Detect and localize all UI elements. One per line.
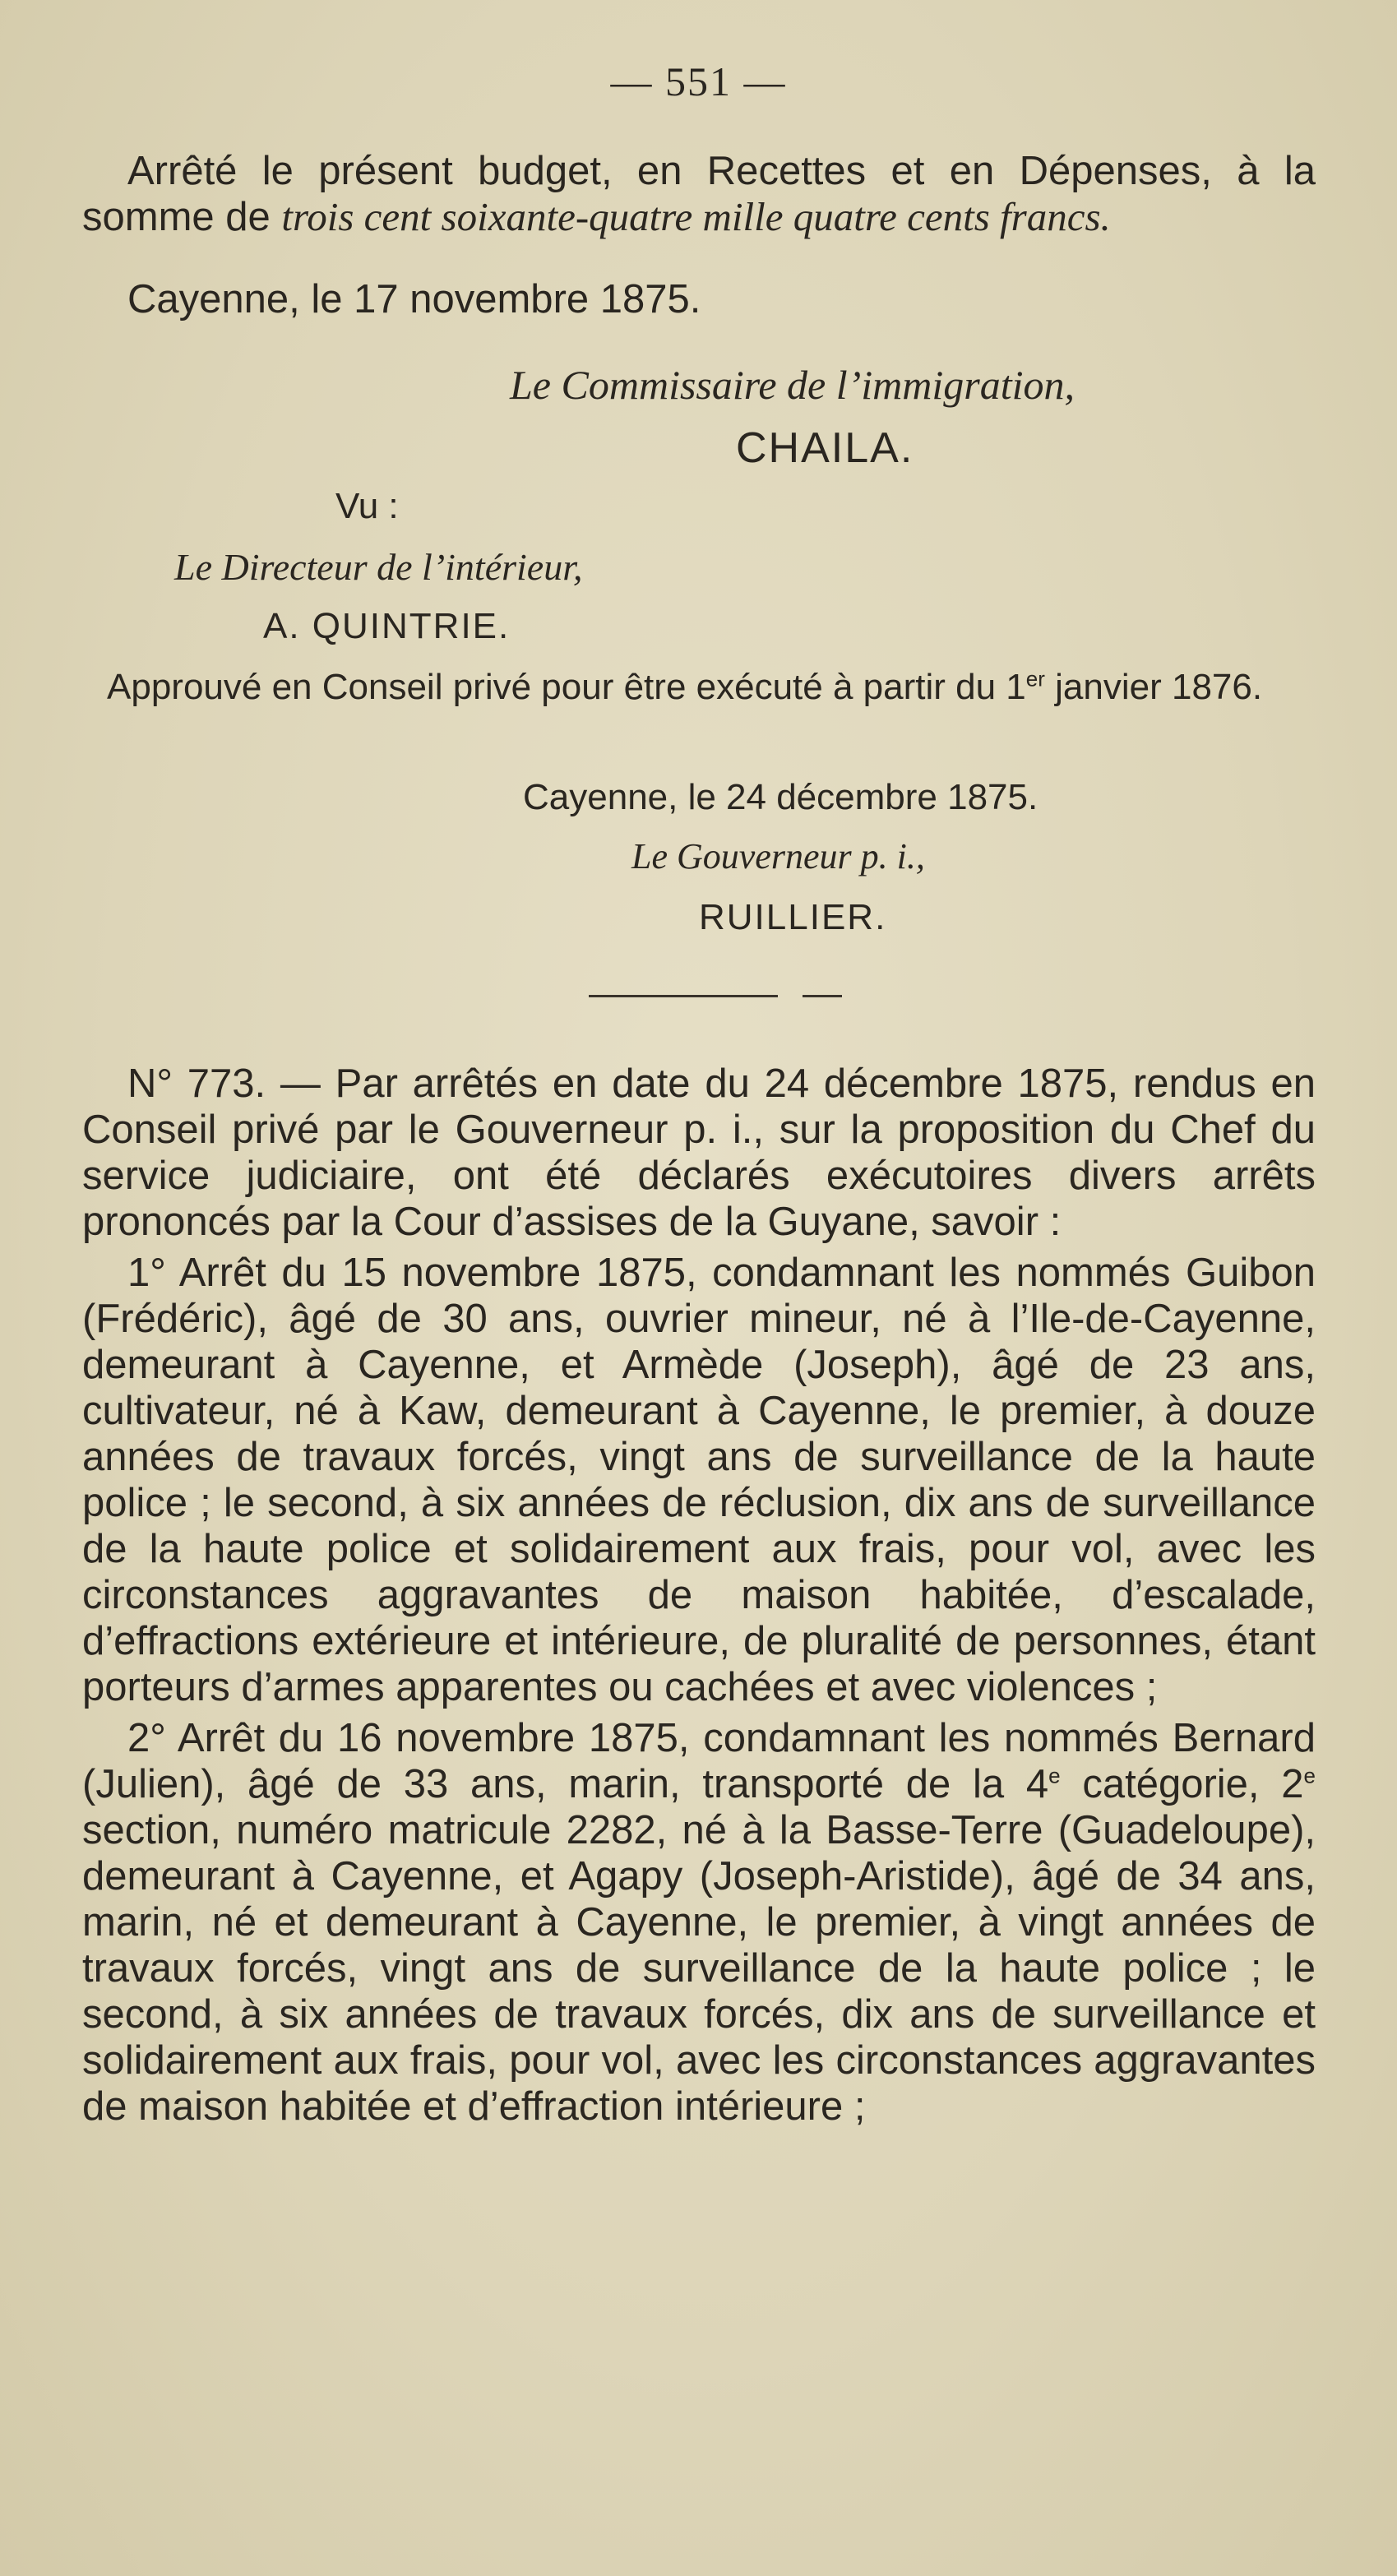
budget-amount: trois cent soixante-quatre mille quatre cents francs. — [281, 194, 1111, 239]
budget-approval — [82, 148, 1316, 240]
place-date-2: Cayenne, le 24 décembre 1875. — [523, 777, 1038, 817]
decree-item-2: 2° Arrêt du 16 novembre 1875, condamnant les nommés Bernard (Julien), âgé de 33 ans, marin, transporté de la 4e catégorie, 2e section, numéro matricule 2282, né à la Basse-Terre (Guadeloupe), demeurant à Cayenne, et Agapy (Joseph-Aristide), âgé de 34 ans, marin, né et demeurant à Cayenne, le premier, à vingt années de travaux forcés, vingt ans de surveillance de la haute police ; le second, à six années de travaux forcés, dix ans de surveillance et solidairement aux frais, pour vol, avec les circonstances aggravantes de maison habitée et d’effraction intérieure ; — [82, 1716, 1316, 2129]
seen-name: A. QUINTRIE. — [263, 606, 511, 646]
budget-approval-text: Arrêté le présent budget, en Recettes et en Dépenses, à la somme de trois cent soixante-quatre mille quatre cents francs. — [82, 149, 1316, 239]
decree-body — [82, 1061, 1316, 2130]
approval-block — [82, 668, 1316, 707]
place-date-1: Cayenne, le 17 novembre 1875. — [127, 277, 701, 321]
signatory-2-name: RUILLIER. — [699, 897, 887, 937]
approval-text: Approuvé en Conseil privé pour être exécuté à partir du 1er janvier 1876. — [107, 666, 1263, 707]
page-number: — 551 — — [610, 58, 787, 104]
decree-intro: N° 773. — Par arrêtés en date du 24 décembre 1875, rendus en Conseil privé par le Gouverneur p. i., sur la proposition du Chef du service judiciaire, ont été déclarés exécutoires divers arrêts prononcés par la Cour d’assises de la Guyane, savoir : — [82, 1061, 1316, 1244]
decree-item-1: 1° Arrêt du 15 novembre 1875, condamnant les nommés Guibon (Frédéric), âgé de 30 ans, ouvrier mineur, né à l’Ile-de-Cayenne, demeurant à Cayenne, et Armède (Joseph), âgé de 23 ans, cultivateur, né à Kaw, demeurant à Cayenne, le premier, à douze années de travaux forcés, vingt ans de surveillance de la haute police ; le second, à six années de réclusion, dix ans de surveillance de la haute police et solidairement aux frais, pour vol, avec les circonstances aggravantes de maison habitée, d’escalade, d’effractions extérieure et intérieure, de pluralité de personnes, étant porteurs d’armes apparentes ou cachées et avec violences ; — [82, 1251, 1316, 1709]
place-date-1-block — [82, 276, 1316, 322]
seen-title: Le Directeur de l’intérieur, — [174, 546, 583, 588]
signatory-2-title: Le Gouverneur p. i., — [631, 836, 925, 876]
separator-rule-long — [589, 995, 778, 997]
separator-rule-short — [803, 995, 842, 997]
seen-label: Vu : — [335, 486, 399, 526]
signatory-1-name: CHAILA. — [736, 424, 914, 472]
signatory-1-title: Le Commissaire de l’immigration, — [510, 362, 1076, 408]
